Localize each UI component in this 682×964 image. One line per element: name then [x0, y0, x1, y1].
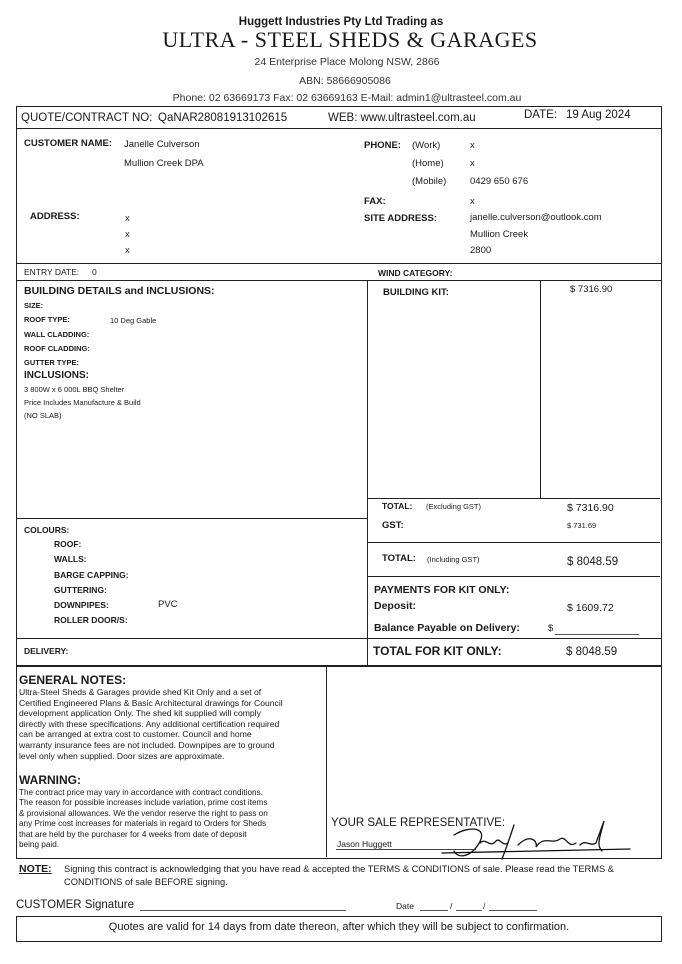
site-address-line: Mullion Creek: [470, 229, 529, 240]
address-line: x: [125, 229, 130, 240]
column-divider: [540, 280, 541, 498]
warning-heading: WARNING:: [19, 773, 81, 787]
gst-label: GST:: [382, 520, 404, 531]
colour-downpipes-label: DOWNPIPES:: [54, 600, 109, 610]
date-slash: /: [450, 901, 453, 911]
delivery-label: DELIVERY:: [24, 646, 69, 656]
company-abn: ABN: 58666905086: [299, 75, 391, 87]
colour-walls-label: WALLS:: [54, 554, 87, 564]
phone-work: x: [470, 140, 475, 151]
date-year-field[interactable]: [489, 910, 537, 911]
customer-name: Janelle Culverson: [124, 139, 200, 150]
warning-text: The contract price may vary in accordance with contract conditions. The reason for possible increases include variation, prime cost items & provisional allowances. We the vendor reserve the right to pass on any Prime cost increases for materials in regard to Orders for Sheds that are held by the purchaser for 4 weeks from date of deposit being paid.: [19, 788, 268, 850]
trading-as: Huggett Industries Pty Ltd Trading as: [238, 16, 444, 28]
balance-blank-line: [555, 634, 639, 635]
divider: [367, 542, 660, 543]
roof-cladding-label: ROOF CLADDING:: [24, 344, 90, 353]
date-day-field[interactable]: [420, 910, 448, 911]
rep-signature: [440, 815, 640, 865]
sale-rep-label: YOUR SALE REPRESENTATIVE:: [331, 817, 506, 829]
phone-mobile: 0429 650 676: [470, 176, 529, 187]
customer-name-label: CUSTOMER NAME:: [24, 138, 112, 149]
colour-roller-label: ROLLER DOOR/S:: [54, 615, 128, 625]
phone-label: PHONE:: [364, 140, 401, 151]
building-kit-label: BUILDING KIT:: [383, 287, 449, 298]
divider: [16, 128, 661, 129]
validity-text: Quotes are valid for 14 days from date thereon, after which they will be subject to confirmation.: [108, 921, 570, 933]
address-line: x: [125, 213, 130, 224]
roof-type-value: 10 Deg Gable: [110, 316, 157, 325]
company-address: 24 Enterprise Place Molong NSW, 2866: [254, 56, 440, 68]
note-label: NOTE:: [19, 863, 52, 875]
excluding-gst-label: (Excluding GST): [426, 502, 482, 511]
customer-signature-label: CUSTOMER Signature: [16, 899, 135, 911]
divider: [16, 263, 661, 264]
balance-prefix: $: [548, 623, 554, 634]
phone-home-label: (Home): [412, 158, 444, 169]
rep-signature-line: [336, 849, 476, 850]
total-excl-label: TOTAL:: [382, 501, 413, 511]
payments-heading: PAYMENTS FOR KIT ONLY:: [374, 584, 510, 596]
date-slash: /: [483, 901, 486, 911]
sale-rep-name: Jason Huggett: [337, 839, 392, 849]
inclusion-line: (NO SLAB): [24, 411, 62, 420]
quote-number: QaNAR28081913102615: [158, 112, 288, 124]
wall-cladding-label: WALL CLADDING:: [24, 330, 90, 339]
phone-mobile-label: (Mobile): [412, 176, 447, 187]
site-address-line: 2800: [470, 245, 492, 256]
divider: [16, 638, 661, 639]
quote-number-label: QUOTE/CONTRACT NO:: [21, 112, 153, 124]
total-incl-value: $ 8048.59: [567, 556, 619, 568]
site-address-line: janelle.culverson@outlook.com: [470, 212, 602, 223]
company-contact: Phone: 02 63669173 Fax: 02 63669163 E-Mail: admin1@ultrasteel.com.au: [172, 92, 522, 104]
balance-label: Balance Payable on Delivery:: [374, 622, 520, 634]
building-heading: BUILDING DETAILS and INCLUSIONS:: [24, 285, 215, 297]
colour-guttering-label: GUTTERING:: [54, 585, 107, 595]
date-month-field[interactable]: [456, 910, 482, 911]
gutter-type-label: GUTTER TYPE:: [24, 358, 80, 367]
fax-value: x: [470, 196, 475, 207]
site-address-label: SITE ADDRESS:: [364, 213, 438, 224]
entry-date-value: 0: [92, 267, 97, 277]
size-label: SIZE:: [24, 301, 44, 310]
address-label: ADDRESS:: [30, 211, 80, 222]
column-divider: [326, 665, 327, 857]
note-text-line1: Signing this contract is acknowledging that you have read & accepted the TERMS & CONDITIONS of sale. Please read the TERMS &: [64, 864, 614, 874]
divider: [367, 576, 660, 577]
entry-date-label: ENTRY DATE:: [24, 267, 80, 277]
fax-label: FAX:: [364, 196, 386, 207]
deposit-value: $ 1609.72: [567, 602, 614, 614]
inclusions-label: INCLUSIONS:: [24, 370, 89, 381]
address-line: x: [125, 245, 130, 256]
total-incl-label: TOTAL:: [382, 553, 416, 564]
quote-date-label: DATE:: [524, 109, 558, 121]
inclusion-line: 3 800W x 6 000L BBQ Shelter: [24, 385, 125, 394]
roof-type-label: ROOF TYPE:: [24, 315, 70, 324]
inclusion-line: Price Includes Manufacture & Build: [24, 398, 141, 407]
total-kit-value: $ 8048.59: [566, 646, 618, 658]
column-divider: [367, 280, 368, 665]
phone-work-label: (Work): [412, 140, 441, 151]
date-label: Date: [396, 901, 414, 911]
note-text-line2: CONDITIONS of sale BEFORE signing.: [64, 877, 228, 887]
gst-value: $ 731.69: [567, 521, 597, 530]
wind-category-label: WIND CATEGORY:: [378, 268, 453, 278]
colours-heading: COLOURS:: [24, 525, 70, 535]
colour-barge-label: BARGE CAPPING:: [54, 570, 129, 580]
total-kit-label: TOTAL FOR KIT ONLY:: [373, 644, 502, 658]
divider: [16, 280, 661, 281]
divider: [16, 518, 367, 519]
quote-date: 19 Aug 2024: [566, 109, 631, 121]
phone-home: x: [470, 158, 475, 169]
general-notes-text: Ultra-Steel Sheds & Garages provide shed Kit Only and a set of Certified Engineered Plans & Basic Architectural drawings for Council development application Only. The shed kit supplied will comply directly with these specifications. Any additional certification required can be arranged at extra cost to customer. Council and home warranty insurance fees are not included. Downpipes are to ground level only when supplied. Door sizes are approximate.: [19, 687, 283, 761]
colour-downpipes-value: PVC: [158, 599, 178, 610]
divider: [367, 498, 660, 499]
customer-signature-field[interactable]: [140, 910, 346, 911]
deposit-label: Deposit:: [374, 600, 416, 612]
colour-roof-label: ROOF:: [54, 539, 82, 549]
including-gst-label: (Including GST): [427, 555, 480, 564]
quote-web: WEB: www.ultrasteel.com.au: [328, 112, 476, 124]
general-notes-heading: GENERAL NOTES:: [19, 673, 127, 687]
building-kit-price: $ 7316.90: [570, 284, 613, 295]
total-excl-value: $ 7316.90: [567, 502, 614, 514]
customer-org: Mullion Creek DPA: [124, 158, 204, 169]
company-brand: ULTRA - STEEL SHEDS & GARAGES: [162, 27, 538, 52]
